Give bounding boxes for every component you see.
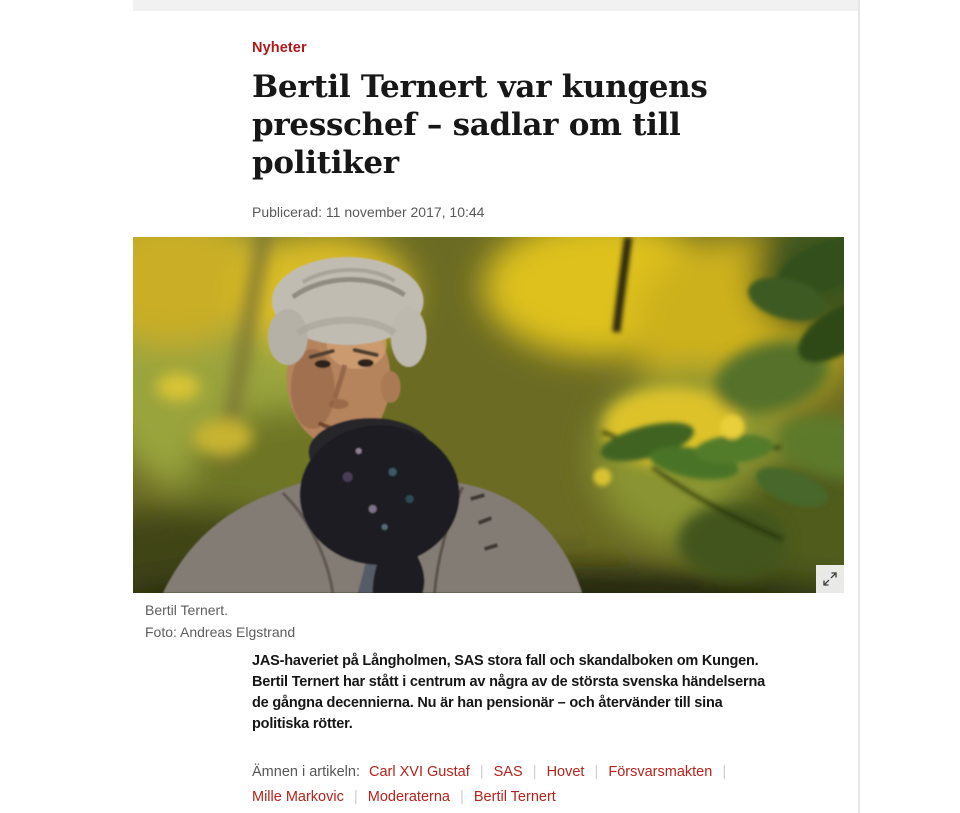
- topic-separator: |: [532, 763, 537, 780]
- photo-credit: Foto: Andreas Elgstrand: [145, 624, 296, 640]
- photo-caption: Bertil Ternert.: [145, 602, 228, 618]
- topics-section: [252, 763, 804, 805]
- topic-separator: |: [459, 788, 464, 805]
- topic-link-forsvarsmakten[interactable]: Försvarsmakten: [608, 763, 713, 780]
- article-photo: [133, 237, 844, 593]
- topic-separator: |: [479, 763, 484, 780]
- header-strip: [133, 0, 858, 11]
- topic-link-bertil-ternert[interactable]: Bertil Ternert: [473, 788, 556, 805]
- topic-separator: |: [594, 763, 599, 780]
- topic-link-mille-markovic[interactable]: Mille Markovic: [252, 788, 344, 805]
- topic-link-moderaterna[interactable]: Moderaterna: [367, 788, 450, 805]
- topic-link-hovet[interactable]: Hovet: [546, 763, 585, 780]
- expand-icon: [822, 571, 838, 587]
- headline-line-3: politiker: [252, 145, 399, 181]
- article-headline: [252, 68, 708, 182]
- topic-link-carl-xvi-gustaf[interactable]: Carl XVI Gustaf: [369, 763, 470, 780]
- category-link-nyheter[interactable]: Nyheter: [252, 40, 307, 56]
- published-date: Publicerad: 11 november 2017, 10:44: [252, 204, 485, 220]
- content-right-divider: [858, 0, 860, 813]
- photo-caption-block: [145, 599, 295, 643]
- headline-line-2: presschef – sadlar om till: [252, 107, 681, 143]
- headline-line-1: Bertil Ternert var kungens: [252, 69, 708, 105]
- topics-label: Ämnen i artikeln:: [252, 763, 360, 780]
- topic-link-sas[interactable]: SAS: [493, 763, 523, 780]
- topic-separator: |: [353, 788, 358, 805]
- lead-paragraph: JAS-haveriet på Långholmen, SAS stora fall och skandalboken om Kungen. Bertil Ternert har stått i centrum av några av de största svenska händelserna de gångna decennierna. Nu är han pensionär – och återvänder till sina politiska rötter.: [252, 653, 765, 732]
- photo-image: [133, 237, 844, 593]
- expand-button[interactable]: [816, 565, 844, 593]
- topic-separator: |: [722, 763, 727, 780]
